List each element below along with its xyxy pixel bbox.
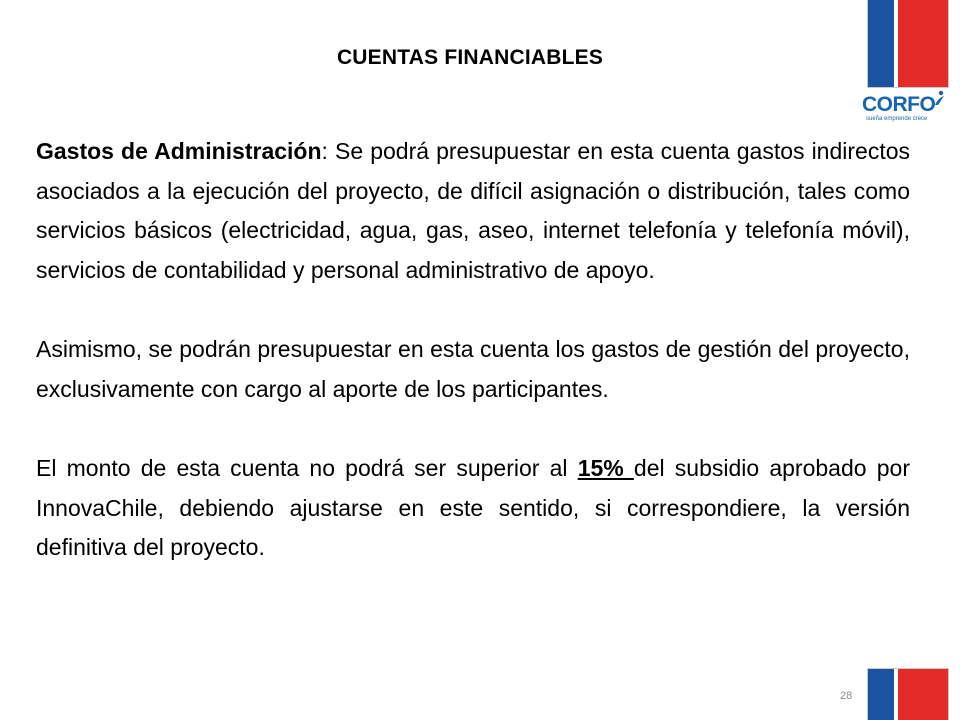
page-number: 28 (840, 690, 853, 702)
slide-body (36, 132, 910, 568)
corfo-logo (862, 94, 956, 126)
logo-wordmark: CORFO (862, 93, 936, 116)
paragraph-lead-term: Gastos de Administración (36, 138, 322, 164)
paragraph-text: del subsidio aprobado por InnovaChile, debiendo ajustarse en este sentido, si correspondiere, la versión definitiva del proyecto. (36, 455, 910, 560)
paragraph-text: Asimismo, se podrán presupuestar en esta cuenta los gastos de gestión del proyecto, exclusivamente con cargo al aporte de los participantes. (36, 336, 910, 402)
logo-tagline: sueña emprende crece (866, 116, 928, 122)
logo-figure-icon (932, 90, 946, 106)
chile-flag-bottom-decoration (867, 668, 949, 720)
paragraph-administration-costs (36, 132, 910, 290)
paragraph-management-costs (36, 330, 910, 409)
paragraph-limit (36, 449, 910, 568)
chile-flag-top-decoration (867, 0, 949, 88)
paragraph-text: : Se podrá presupuestar en esta cuenta gastos indirectos asociados a la ejecución del proyecto, de difícil asignación o distribución, tales como servicios básicos (electricidad, agua, gas, aseo, internet telefonía y telefonía móvil), servicios de contabilidad y personal administrativo de apoyo. (36, 138, 911, 283)
paragraph-text: El monto de esta cuenta no podrá ser superior al (36, 455, 578, 481)
slide-title: CUENTAS FINANCIABLES (336, 46, 604, 69)
limit-percentage: 15% (577, 455, 634, 481)
